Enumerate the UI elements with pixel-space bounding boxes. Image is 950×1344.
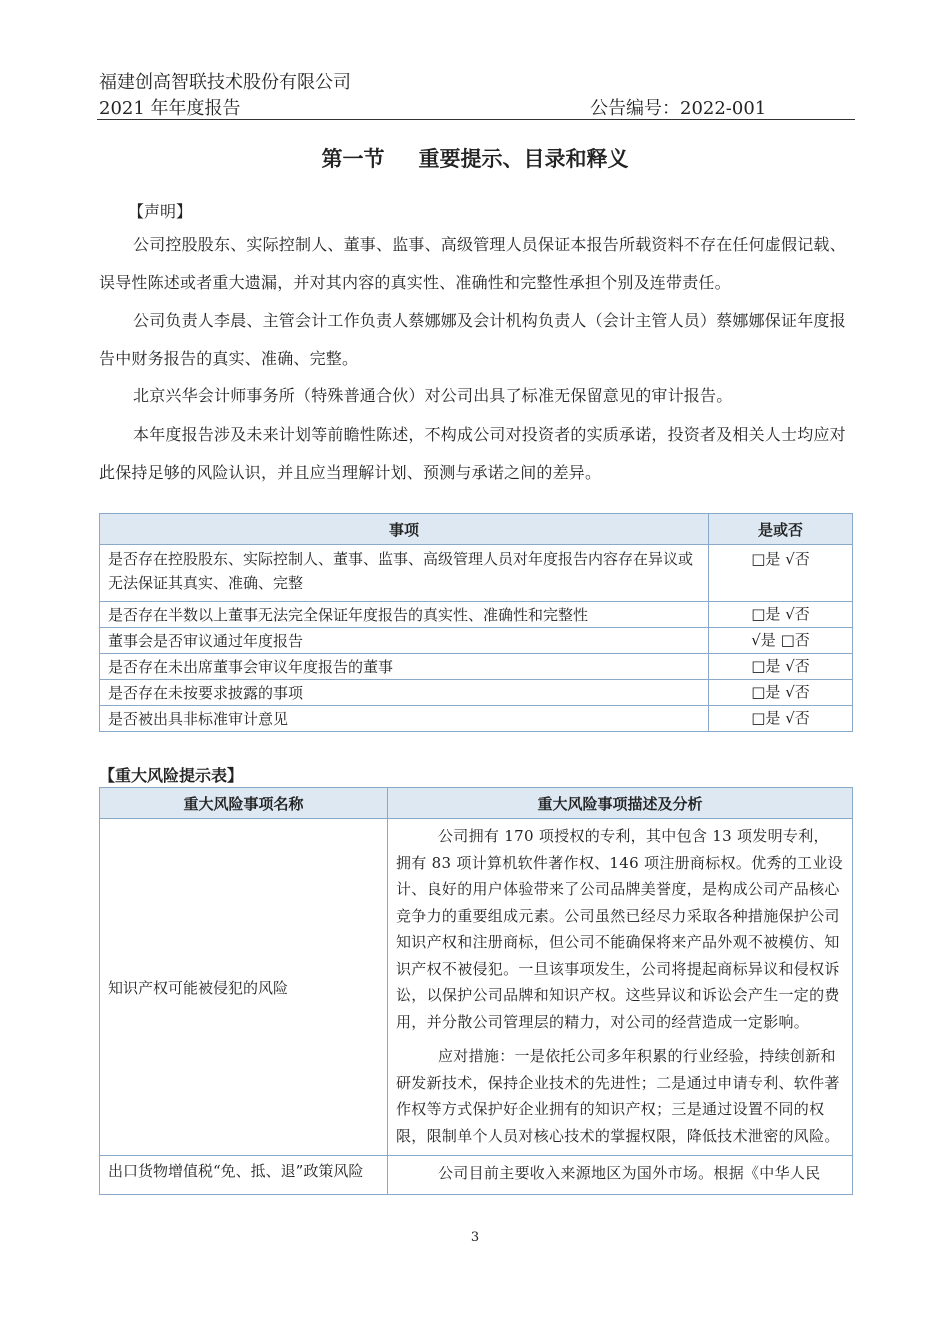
confirmation-table xyxy=(99,513,853,732)
page-number: 3 xyxy=(470,1230,480,1245)
answer-cell: □是 √否 xyxy=(709,654,853,680)
table-header-row xyxy=(100,788,853,819)
item-cell: 是否存在控股股东、实际控制人、董事、监事、高级管理人员对年度报告内容存在异议或无法保证其真实、准确、完整 xyxy=(100,545,709,602)
table-row xyxy=(100,706,853,732)
risk-table xyxy=(99,787,853,1195)
section-name: 重要提示、目录和释义 xyxy=(418,147,629,171)
risk-name-cell: 出口货物增值税“免、抵、退”政策风险 xyxy=(100,1156,388,1195)
table-row xyxy=(100,628,853,654)
table-row xyxy=(100,545,853,602)
item-cell: 是否存在未出席董事会审议年度报告的董事 xyxy=(100,654,709,680)
answer-cell: √是 □否 xyxy=(709,628,853,654)
header-announcement-code: 公告编号：2022-001 xyxy=(590,98,767,119)
table-row xyxy=(100,602,853,628)
risk-table-heading: 【重大风险提示表】 xyxy=(99,766,244,785)
column-header-risk-name: 重大风险事项名称 xyxy=(100,788,388,819)
answer-cell: □是 √否 xyxy=(709,602,853,628)
section-number: 第一节 xyxy=(321,147,385,171)
table-row xyxy=(100,680,853,706)
table-header-row xyxy=(100,514,853,545)
risk-description-paragraph: 公司拥有 170 项授权的专利，其中包含 13 项发明专利，拥有 83 项计算机软件著作权、146 项注册商标权。优秀的工业设计、良好的用户体验带来了公司品牌美誉度，是构成公司产品核心竞争力的重要组成元素。公司虽然已经尽力采取各种措施保护公司知识产权和注册商标，但公司不能确保将来产品外观不被模仿、知识产权不被侵犯。一旦该事项发生，公司将提起商标异议和侵权诉讼，以保护公司品牌和知识产权。这些异议和诉讼会产生一定的费用，并分散公司管理层的精力，对公司的经营造成一定影响。 xyxy=(396,827,843,1031)
table-row xyxy=(100,1156,853,1195)
declaration-paragraph: 北京兴华会计师事务所（特殊普通合伙）对公司出具了标准无保留意见的审计报告。 xyxy=(133,386,733,405)
table-row xyxy=(100,654,853,680)
header-divider xyxy=(97,119,855,120)
item-cell: 是否被出具非标准审计意见 xyxy=(100,706,709,732)
risk-description-cell xyxy=(388,1156,853,1195)
column-header-yes-no: 是或否 xyxy=(709,514,853,545)
risk-name-cell: 知识产权可能被侵犯的风险 xyxy=(100,819,388,1156)
answer-cell: □是 √否 xyxy=(709,680,853,706)
column-header-item: 事项 xyxy=(100,514,709,545)
column-header-risk-description: 重大风险事项描述及分析 xyxy=(388,788,853,819)
header-report-name: 2021 年年度报告 xyxy=(99,98,241,119)
risk-description-paragraph: 公司目前主要收入来源地区为国外市场。根据《中华人民 xyxy=(438,1164,821,1182)
item-cell: 是否存在半数以上董事无法完全保证年度报告的真实性、准确性和完整性 xyxy=(100,602,709,628)
item-cell: 董事会是否审议通过年度报告 xyxy=(100,628,709,654)
answer-cell: □是 √否 xyxy=(709,545,853,602)
risk-description-cell xyxy=(388,819,853,1156)
declaration-heading: 【声明】 xyxy=(128,202,193,221)
risk-countermeasure-paragraph: 应对措施：一是依托公司多年积累的行业经验，持续创新和研发新技术，保持企业技术的先进性；二是通过申请专利、软件著作权等方式保护好企业拥有的知识产权；三是通过设置不同的权限，限制单个人员对核心技术的掌握权限，降低技术泄密的风险。 xyxy=(396,1047,840,1145)
table-row xyxy=(100,819,853,1156)
declaration-paragraph: 公司控股股东、实际控制人、董事、监事、高级管理人员保证本报告所载资料不存在任何虚假记载、误导性陈述或者重大遗漏，并对其内容的真实性、准确性和完整性承担个别及连带责任。 xyxy=(99,235,846,292)
section-title xyxy=(0,143,950,173)
item-cell: 是否存在未按要求披露的事项 xyxy=(100,680,709,706)
declaration-paragraph: 公司负责人李晨、主管会计工作负责人蔡娜娜及会计机构负责人（会计主管人员）蔡娜娜保证年度报告中财务报告的真实、准确、完整。 xyxy=(99,311,846,368)
answer-cell: □是 √否 xyxy=(709,706,853,732)
declaration-paragraph: 本年度报告涉及未来计划等前瞻性陈述，不构成公司对投资者的实质承诺，投资者及相关人士均应对此保持足够的风险认识，并且应当理解计划、预测与承诺之间的差异。 xyxy=(99,425,846,482)
header-company: 福建创高智联技术股份有限公司 xyxy=(99,72,351,93)
